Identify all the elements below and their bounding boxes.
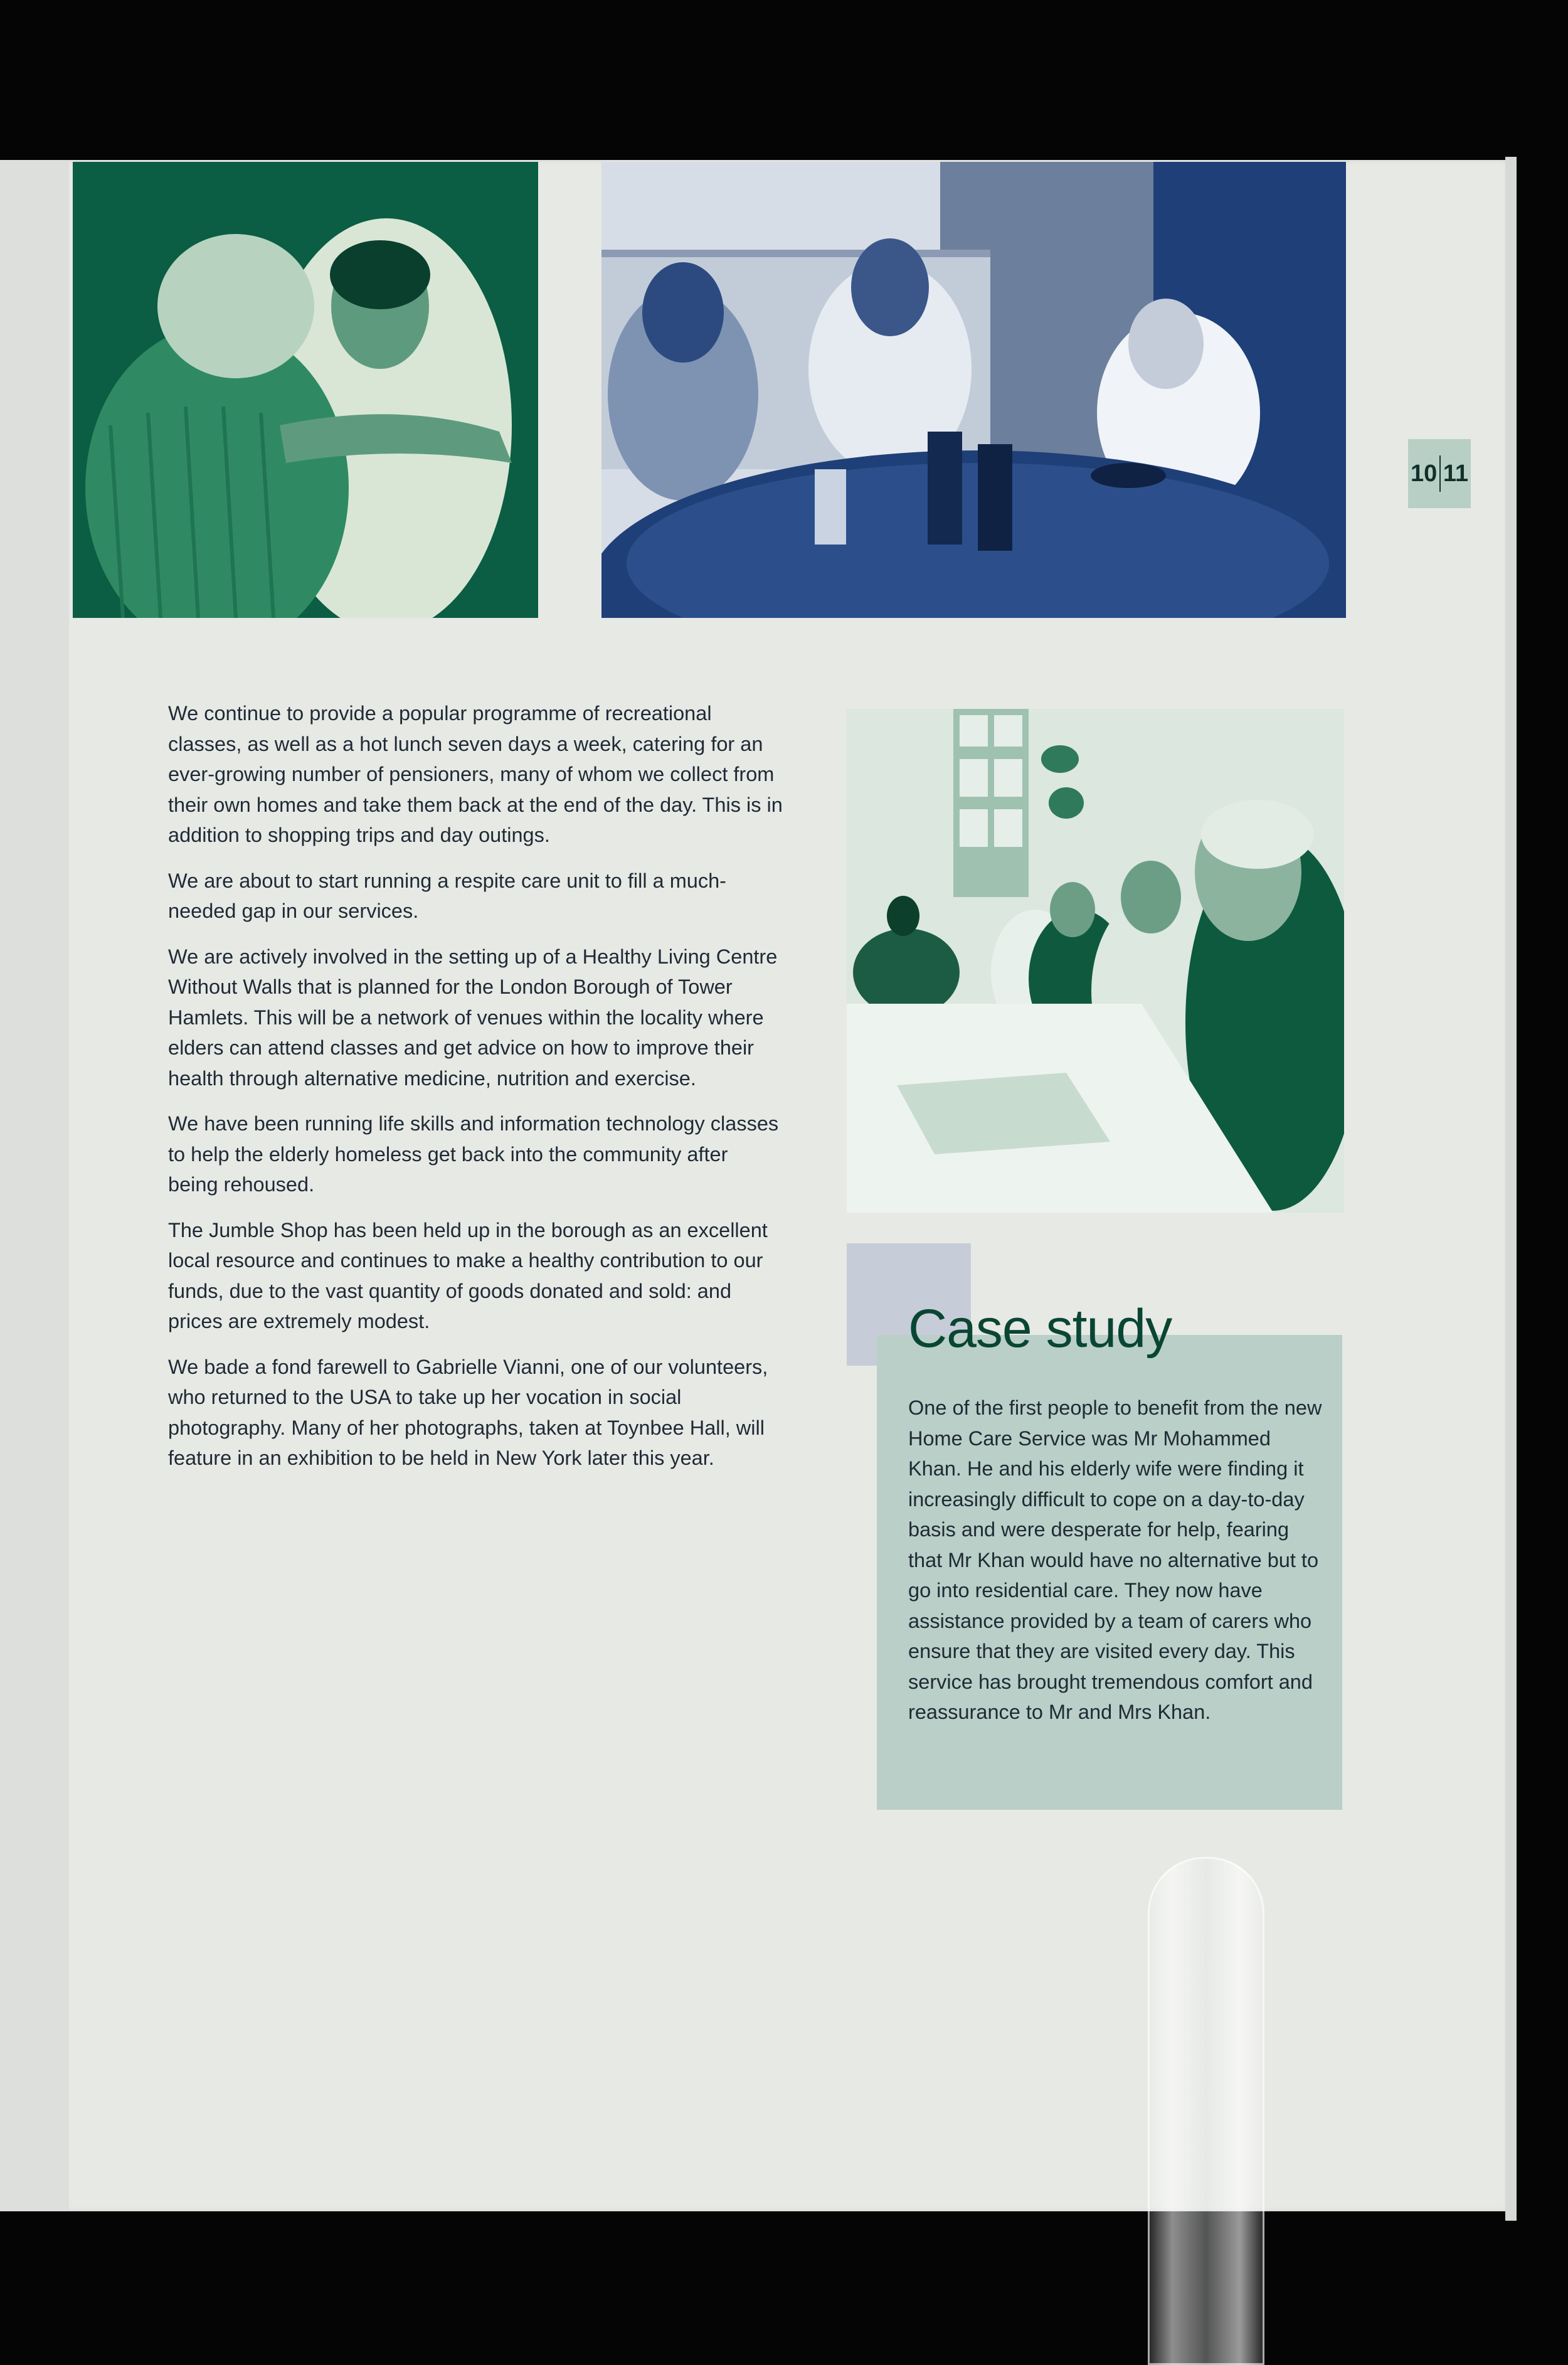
binder-clip	[1148, 1857, 1264, 2365]
page-number-right: 11	[1443, 460, 1468, 487]
photo-men-at-table	[847, 709, 1344, 1213]
page-number-left: 10	[1411, 460, 1438, 487]
page-edge	[1505, 157, 1517, 2221]
body-text	[168, 698, 783, 1489]
paragraph: We are actively involved in the setting up of a Healthy Living Centre Without Walls that is planned for the London Borough of Tower Hamlets. This will be a network of venues within the locality where elders can attend classes and get advice on how to improve their health through alternative medicine, nutrition and exercise.	[168, 945, 778, 1090]
photo-elders-at-table	[601, 162, 1346, 618]
page-number	[1408, 439, 1471, 508]
case-study-text: One of the first people to benefit from the new Home Care Service was Mr Mohammed Khan. He and his elderly wife were finding it increasingly difficult to cope on a day-to-day basis and were desperate for help, fearing that Mr Khan would have no alternative but to go into residential care. They now have assistance provided by a team of carers who ensure that they are visited every day. This service has brought tremendous comfort and reassurance to Mr and Mrs Khan.	[908, 1396, 1322, 1723]
paragraph: The Jumble Shop has been held up in the borough as an excellent local resource and continues to make a healthy contribution to our funds, due to the vast quantity of goods donated and sold: and prices are extremely modest.	[168, 1218, 768, 1332]
case-study-title: Case study	[908, 1299, 1172, 1359]
photo-women-hugging	[73, 162, 538, 618]
paragraph: We continue to provide a popular programme of recreational classes, as well as a hot lunch seven days a week, catering for an ever-growing number of pensioners, many of whom we collect from their own homes and take them back at the end of the day. This is in addition to shopping trips and day outings.	[168, 702, 783, 846]
left-page-edge	[0, 160, 71, 2211]
paragraph: We bade a fond farewell to Gabrielle Vianni, one of our volunteers, who returned to the USA to take up her vocation in social photography. Many of her photographs, taken at Toynbee Hall, will feature in an exhibition to be held in New York later this year.	[168, 1355, 768, 1469]
paragraph: We are about to start running a respite care unit to fill a much-needed gap in our services.	[168, 869, 726, 922]
paragraph: We have been running life skills and information technology classes to help the elderly homeless get back into the community after being rehoused.	[168, 1112, 779, 1196]
